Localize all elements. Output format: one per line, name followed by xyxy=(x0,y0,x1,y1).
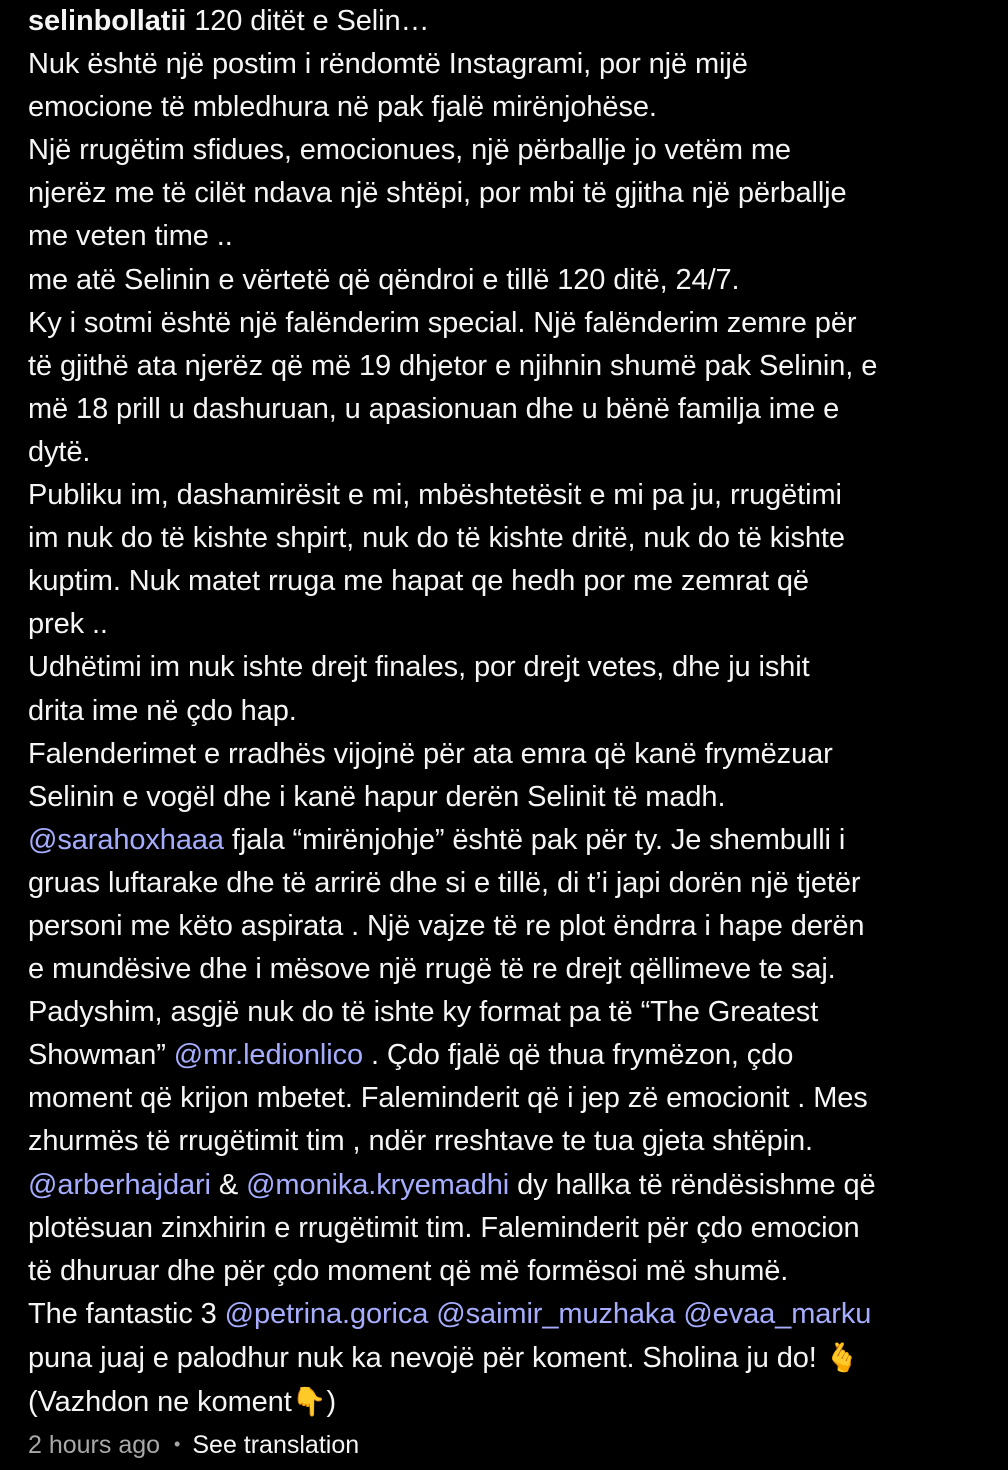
caption-line: personi me këto aspirata . Një vajze të re plot ëndrra i hape derën xyxy=(28,909,865,942)
caption-text: & xyxy=(210,1168,247,1201)
caption-text: fjala “mirënjohje” është pak për ty. Je shembulli i xyxy=(223,823,846,856)
caption-line: Një rrugëtim sfidues, emocionues, një përballje jo vetëm me xyxy=(28,134,791,167)
caption-line: e mundësive dhe i mësove një rrugë të re drejt qëllimeve te saj. xyxy=(28,953,836,986)
see-translation-link[interactable]: See translation xyxy=(192,1431,360,1459)
caption-line xyxy=(28,1034,988,1077)
mention-link-monika-kryemadhi[interactable]: @monika.kryemadhi xyxy=(246,1168,510,1201)
finger-heart-emoji-icon: 🫰 xyxy=(824,1340,860,1374)
caption-line: me veten time .. xyxy=(28,220,233,253)
caption-first-line xyxy=(28,0,988,43)
caption-text: Showman” xyxy=(28,1039,174,1072)
caption-line: me atë Selinin e vërtetë që qëndroi e tillë 120 ditë, 24/7. xyxy=(28,263,740,296)
caption-line: prek .. xyxy=(28,608,108,641)
caption-line xyxy=(28,1164,988,1207)
caption-line: dytë. xyxy=(28,435,91,468)
author-username[interactable]: selinbollatii xyxy=(28,5,187,37)
caption-text: dy hallka të rëndësishme që xyxy=(509,1168,876,1201)
mention-link-sarahoxhaaa[interactable]: @sarahoxhaaa xyxy=(28,823,224,856)
caption-line: gruas luftarake dhe të arrirë dhe si e tillë, di t’i japi dorën një tjetër xyxy=(28,866,861,899)
caption-line xyxy=(28,819,988,862)
caption-text: ) xyxy=(326,1386,336,1418)
caption-line: të dhuruar dhe për çdo moment që më formësoi më shumë. xyxy=(28,1254,789,1287)
caption-line: drita ime në çdo hap. xyxy=(28,694,297,727)
caption-line: moment që krijon mbetet. Faleminderit që i jep zë emocionit . Mes xyxy=(28,1082,868,1115)
mention-link-petrina-gorica[interactable]: @petrina.gorica xyxy=(224,1297,429,1330)
post-meta-row xyxy=(28,1428,359,1464)
caption-text: (Vazhdon ne koment xyxy=(28,1386,292,1418)
caption-text: . Çdo fjalë që thua frymëzon, çdo xyxy=(363,1039,794,1072)
mention-link-saimir-muzhaka[interactable]: @saimir_muzhaka xyxy=(436,1297,676,1330)
caption-line: Selinin e vogël dhe i kanë hapur derën Selinit të madh. xyxy=(28,780,726,813)
caption-line xyxy=(28,1336,988,1380)
caption-line: Publiku im, dashamirësit e mi, mbështetësit e mi pa ju, rrugëtimi xyxy=(28,479,842,512)
caption-line: Falenderimet e rradhës vijojnë për ata emra që kanë frymëzuar xyxy=(28,737,833,770)
pointing-down-emoji-icon: 👇 xyxy=(291,1385,327,1418)
caption-line: Nuk është një postim i rëndomtë Instagrami, por një mijë xyxy=(28,48,748,81)
caption-text: 120 ditët e Selin… xyxy=(186,5,430,37)
post-timestamp[interactable]: 2 hours ago xyxy=(28,1431,161,1459)
caption-line: Udhëtimi im nuk ishte drejt finales, por drejt vetes, dhe ju ishit xyxy=(28,651,810,684)
separator-dot: • xyxy=(174,1434,181,1454)
mention-link-arberhajdari[interactable]: @arberhajdari xyxy=(28,1168,211,1201)
caption-line: njerëz me të cilët ndava një shtëpi, por mbi të gjitha një përballje xyxy=(28,177,847,210)
caption-line: Padyshim, asgjë nuk do të ishte ky format pa të “The Greatest xyxy=(28,996,819,1029)
caption-line: plotësuan zinxhirin e rrugëtimit tim. Faleminderit për çdo emocion xyxy=(28,1211,860,1244)
caption-line xyxy=(28,1293,988,1336)
caption-line: kuptim. Nuk matet rruga me hapat qe hedh por me zemrat që xyxy=(28,565,809,598)
caption-text: The fantastic 3 xyxy=(28,1297,225,1330)
caption-line: më 18 prill u dashuruan, u apasionuan dhe u bënë familja ime e xyxy=(28,392,840,425)
caption-line: im nuk do të kishte shpirt, nuk do të kishte dritë, nuk do të kishte xyxy=(28,522,845,555)
mention-link-mr-ledionlico[interactable]: @mr.ledionlico xyxy=(173,1039,364,1072)
caption-line: zhurmës të rrugëtimit tim , ndër rreshtave te tua gjeta shtëpin. xyxy=(28,1125,814,1158)
caption-line: Ky i sotmi është një falënderim special. Një falënderim zemre për xyxy=(28,306,857,339)
mention-link-evaa-marku[interactable]: @evaa_marku xyxy=(683,1297,872,1330)
post-caption xyxy=(28,0,988,1424)
caption-line xyxy=(28,1380,988,1424)
caption-line: emocione të mbledhura në pak fjalë mirënjohëse. xyxy=(28,91,657,124)
caption-text: puna juaj e palodhur nuk ka nevojë për koment. Sholina ju do! xyxy=(28,1341,825,1374)
caption-line: të gjithë ata njerëz që më 19 dhjetor e njihnin shumë pak Selinin, e xyxy=(28,349,878,382)
